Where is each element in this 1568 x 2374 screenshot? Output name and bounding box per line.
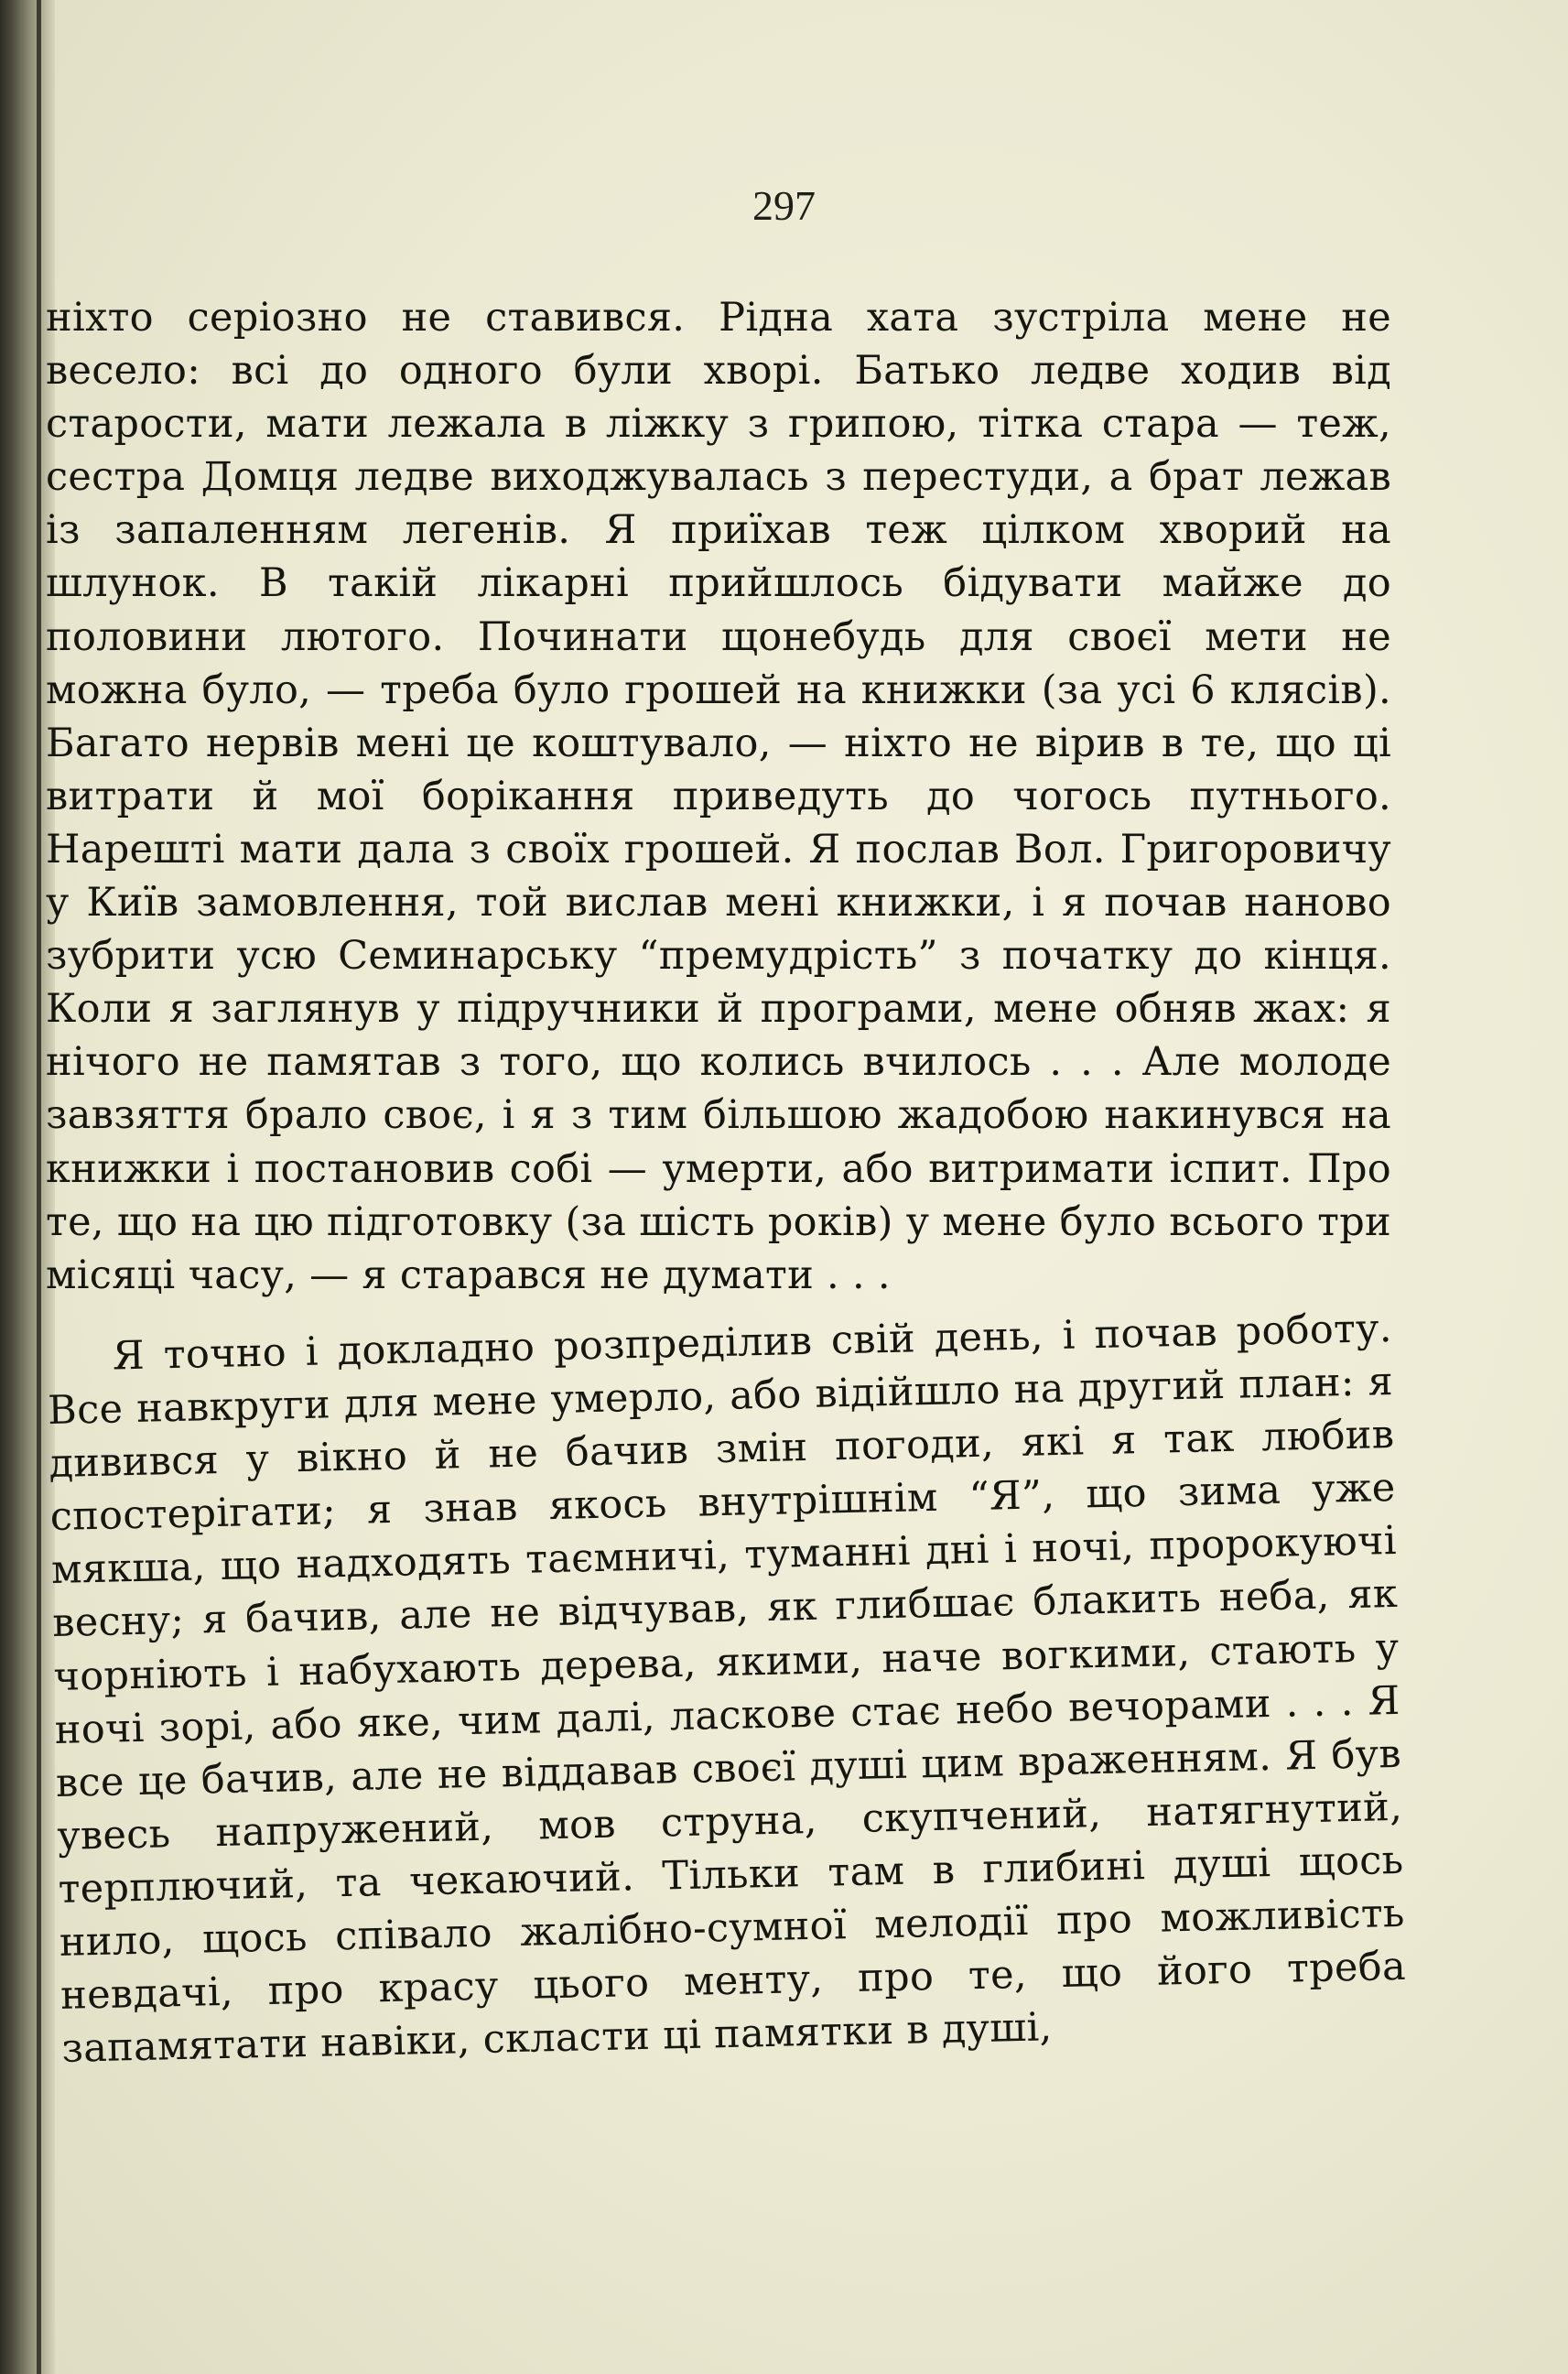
page-number: 297: [752, 182, 816, 229]
paragraph-2: Я точно і докладно розпреділив свій день, і почав роботу. Все навкруги для мене умерло, або відійшло на другий план: я дивився у вікно й не бачив змін погоди, які я так любив спостерігати; я знав якось внутрішнім “Я”, що зима уже мякша, що надходять таємничі, туманні дні і ночі, пророкуючі весну; я бачив, але не відчував, як глибшає блакить неба, як чорніють і набухають дерева, якими, наче вогкими, стають у ночі зорі, або яке, чим далі, ласкове стає небо вечорами . . . Я все це бачив, але не віддавав своєї душі цим враженням. Я був увесь напружений, мов струна, скупчений, натягнутий, терплючий, та чекаючий. Тільки там в глибині душі щось нило, щось співало жалібно-сумної мелодії про можливість невдачі, про красу цього менту, про те, що його треба запамятати навіки, скласти ці памятки в душі,: [47, 1305, 1407, 2072]
book-spine-edge: [37, 0, 41, 2374]
body-text: [46, 291, 1407, 2072]
paragraph-1: ніхто серіозно не ставився. Рідна хата зустріла мене не весело: всі до одного були хворі. Батько ледве ходив від старости, мати лежала в ліжку з грипою, тітка стара — теж, сестра Домця ледве виходжувалась з перестуди, а брат лежав із запаленням легенів. Я приїхав теж цілком хворий на шлунок. В такій лікарні прийшлось бідувати майже до половини лютого. Починати щонебудь для своєї мети не можна було, — треба було грошей на книжки (за усі 6 клясів). Багато нервів мені це коштувало, — ніхто не вірив в те, що ці витрати й мої борікання приведуть до чогось путнього. Нарешті мати дала з своїх грошей. Я послав Вол. Григоровичу у Київ замовлення, той вислав мені книжки, і я почав наново зубрити усю Семинарську “премудрість” з початку до кінця. Коли я заглянув у підручники й програми, мене обняв жах: я нічого не памятав з того, що колись вчилось . . . Але молоде завзяття брало своє, і я з тим більшою жадобою накинувся на книжки і постановив собі — умерти, або витримати іспит. Про те, що на цю підготовку (за шість років) у мене було всього три місяці часу, — я старався не думати . . .: [46, 295, 1391, 1298]
